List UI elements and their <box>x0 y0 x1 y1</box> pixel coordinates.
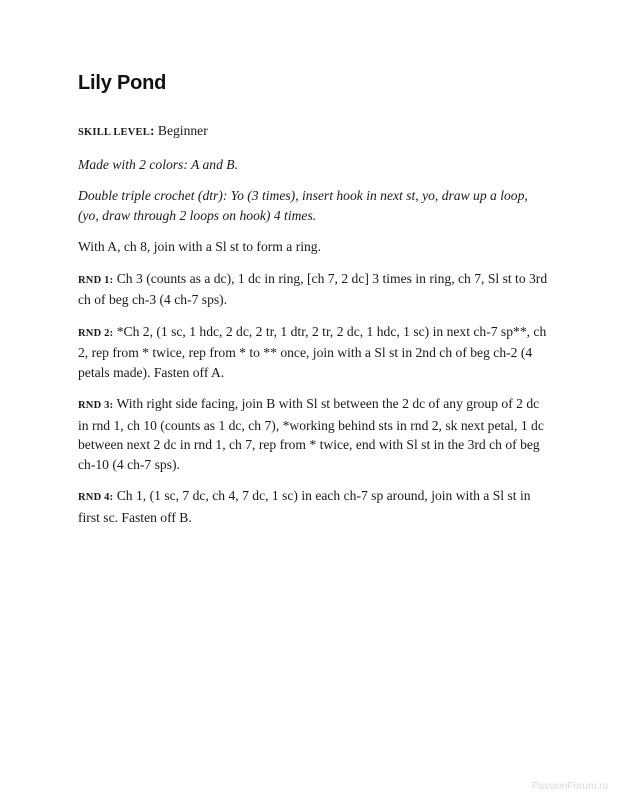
skill-level-label: SKILL LEVEL <box>78 127 150 138</box>
round-3-label: RND 3: <box>78 400 114 411</box>
pattern-page <box>78 72 548 539</box>
round-1 <box>78 269 548 310</box>
round-4-label: RND 4: <box>78 492 114 503</box>
round-3-text: With right side facing, join B with Sl st between the 2 dc of any group of 2 dc in rnd 1, ch 10 (counts as 1 dc, ch 7), *working behind sts in rnd 2, sk next petal, 1 dc between next 2 dc in rnd 1, ch 7, rep from * twice, end with Sl st in the 3rd ch of beg ch-10 (4 ch-7 sps). <box>78 396 544 472</box>
start-instruction: With A, ch 8, join with a Sl st to form a ring. <box>78 239 321 254</box>
round-2 <box>78 322 548 383</box>
round-1-label: RND 1: <box>78 274 114 286</box>
round-4-text: Ch 1, (1 sc, 7 dc, ch 4, 7 dc, 1 sc) in each ch-7 sp around, join with a Sl st in first sc. Fasten off B. <box>78 488 531 525</box>
round-4 <box>78 486 548 527</box>
intro-colors: Made with 2 colors: A and B. <box>78 156 238 172</box>
skill-level-value: Beginner <box>157 123 208 138</box>
skill-level: SKILL LEVEL: Beginner <box>78 123 208 138</box>
round-2-text: *Ch 2, (1 sc, 1 hdc, 2 dc, 2 tr, 1 dtr, 2 tr, 2 dc, 1 hdc, 1 sc) in next ch-7 sp**, ch 2, rep from * twice, rep from * to ** once, join with a Sl st in 2nd ch of beg ch-2 (4 petals made). Fasten off A. <box>78 323 547 380</box>
dtr-definition: Double triple crochet (dtr): Yo (3 times), insert hook in next st, yo, draw up a loop, (yo, draw through 2 loops on hook) 4 times. <box>78 188 528 223</box>
round-1-text: Ch 3 (counts as a dc), 1 dc in ring, [ch 7, 2 dc] 3 times in ring, ch 7, Sl st to 3rd ch of beg ch-3 (4 ch-7 sps). <box>78 270 548 307</box>
site-watermark: PassionForum.ru <box>531 781 608 792</box>
pattern-title: Lily Pond <box>78 72 167 94</box>
round-2-label: RND 2: <box>78 327 114 339</box>
round-3 <box>78 394 548 474</box>
